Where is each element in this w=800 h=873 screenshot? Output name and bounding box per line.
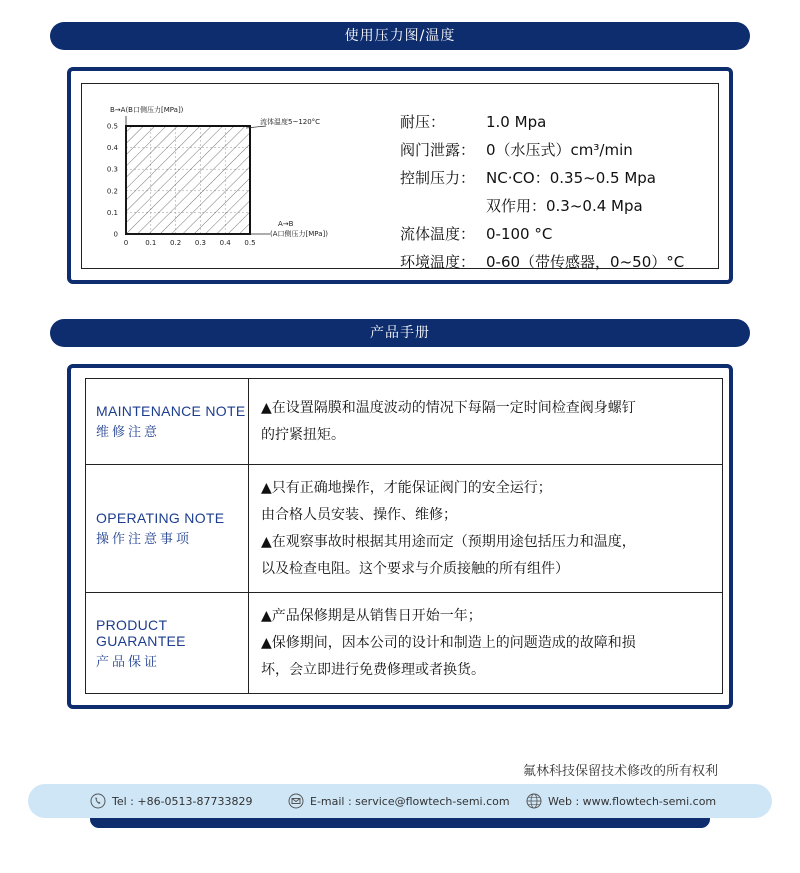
x-tick-label: 0.3 — [194, 239, 206, 247]
product-guarantee-body: ▲产品保修期是从销售日开始一年； ▲保修期间，因本公司的设计和制造上的问题造成的故障和损 坏，会立即进行免费修理或者换货。 — [249, 593, 723, 694]
table-row — [86, 379, 723, 465]
spec-pressure-rating: 耐压： 1.0 Mpa — [400, 113, 547, 131]
table-row — [86, 593, 723, 694]
spec-list — [400, 108, 740, 276]
spec-inner-box — [81, 83, 719, 269]
globe-icon — [526, 793, 542, 809]
pressure-chart — [92, 98, 332, 258]
product-guarantee-label: PRODUCT GUARANTEE 产品保证 — [86, 593, 249, 694]
section-title: 使用压力图/温度 — [344, 28, 456, 44]
spec-control-pressure: 控制压力： NC·CO：0.35~0.5 Mpa — [400, 169, 656, 187]
spec-fluid-temperature: 流体温度： 0-100 °C — [400, 225, 553, 243]
footer-tel[interactable]: Tel : +86-0513-87733829 — [90, 793, 253, 809]
section-title: 产品手册 — [370, 325, 430, 341]
section-header-product-manual — [50, 319, 750, 347]
x-tick-label: 0 — [123, 239, 129, 247]
pressure-chart-svg — [92, 98, 332, 258]
temperature-annotation: 流体温度5~120°C — [260, 118, 321, 126]
x-tick-label: 0.4 — [219, 239, 231, 247]
spec-valve-leakage: 阀门泄露： 0（水压式）cm³/min — [400, 141, 633, 159]
y-tick-label: 0.3 — [106, 165, 118, 174]
operating-note-label: OPERATING NOTE 操作注意事项 — [86, 465, 249, 593]
y-tick-label: 0.4 — [106, 144, 118, 153]
x-axis-label-line1: A→B — [278, 220, 294, 228]
x-tick-label: 0.5 — [244, 239, 256, 247]
operating-note-body: ▲只有正确地操作，才能保证阀门的安全运行； 由合格人员安装、操作、维修； ▲在观察事故时根据其用途而定（预期用途包括压力和温度， 以及检查电阻。这个要求与介质接触的所有组件） — [249, 465, 723, 593]
maintenance-note-label: MAINTENANCE NOTE 维修注意 — [86, 379, 249, 465]
spec-ambient-temperature: 环境温度： 0-60（带传感器，0~50）°C — [400, 253, 685, 271]
manual-table — [85, 378, 723, 694]
maintenance-note-body: ▲在设置隔膜和温度波动的情况下每隔一定时间检查阀身螺钉 的拧紧扭矩。 — [249, 379, 723, 465]
x-tick-label: 0.2 — [170, 239, 182, 247]
product-manual-panel — [67, 364, 733, 709]
pressure-temperature-panel — [67, 67, 733, 284]
y-tick-label: 0.2 — [106, 187, 118, 196]
spec-control-pressure-double: 双作用：0.3~0.4 Mpa — [486, 197, 643, 215]
x-axis-label-line2: (A口侧压力[MPa]) — [270, 230, 328, 238]
mail-icon — [288, 793, 304, 809]
footer-email[interactable]: E-mail : service@flowtech-semi.com — [288, 793, 510, 809]
y-tick-label: 0 — [113, 230, 118, 239]
operating-region — [126, 126, 250, 234]
x-tick-label: 0.1 — [145, 239, 157, 247]
y-tick-label: 0.1 — [106, 208, 118, 217]
table-row — [86, 465, 723, 593]
y-axis-label: B→A(B口侧压力[MPa]) — [110, 106, 184, 114]
y-tick-label: 0.5 — [106, 122, 118, 131]
section-header-pressure-temperature — [50, 22, 750, 50]
rights-notice: 氟林科技保留技术修改的所有权利 — [522, 764, 718, 779]
footer-web[interactable]: Web : www.flowtech-semi.com — [526, 793, 716, 809]
phone-icon — [90, 793, 106, 809]
footer-contact-bar — [28, 784, 772, 818]
